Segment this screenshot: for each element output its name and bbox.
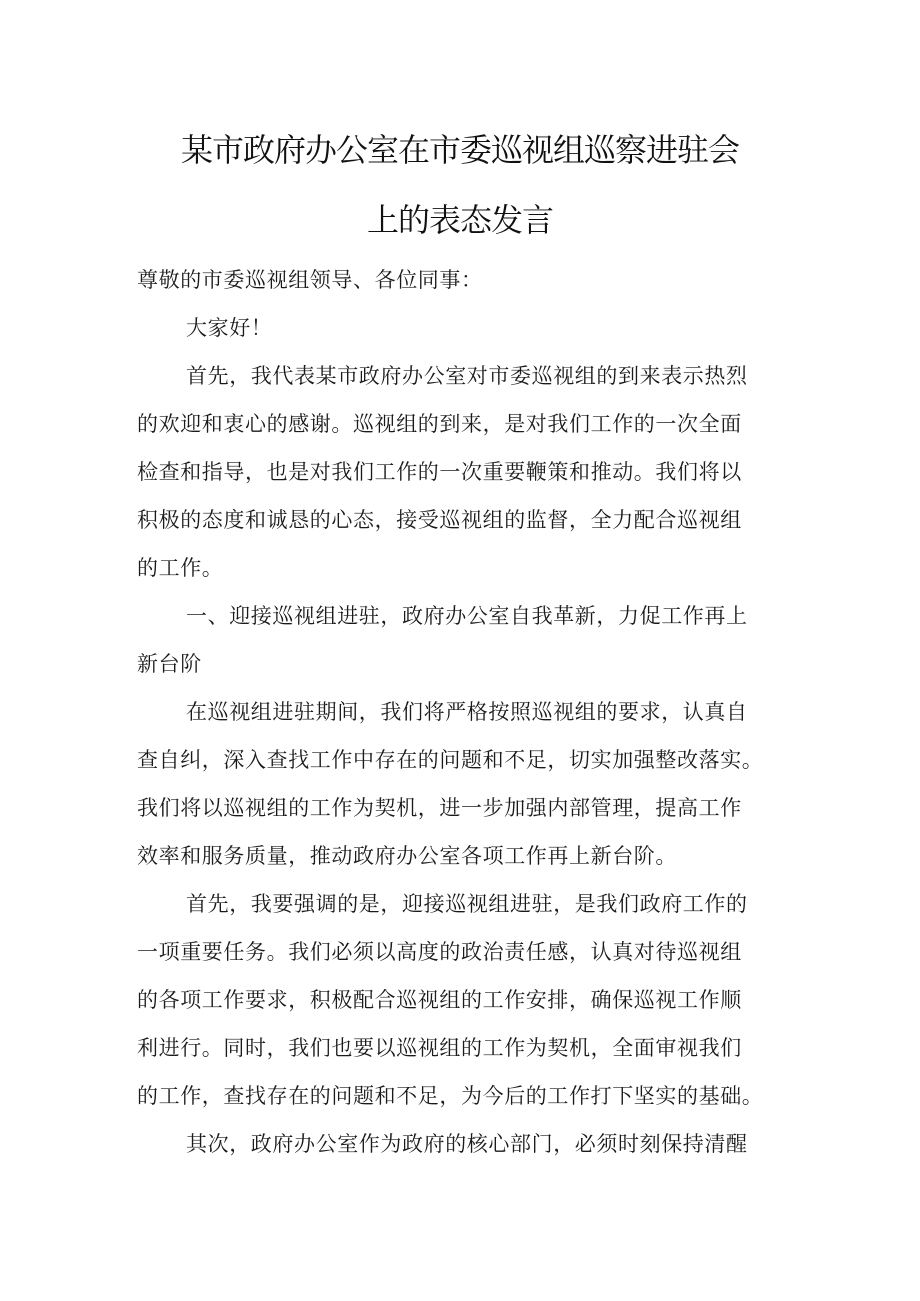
section-heading: 一、迎接巡视组进驻，政府办公室自我革新，力促工作再上 — [186, 604, 748, 628]
body-line: 首先，我要强调的是，迎接巡视组进驻，是我们政府工作的 — [186, 892, 748, 916]
body-line: 效率和服务质量，推动政府办公室各项工作再上新台阶。 — [137, 844, 677, 868]
greeting: 大家好！ — [186, 316, 273, 340]
body-line: 我们将以巡视组的工作为契机，进一步加强内部管理，提高工作 — [137, 796, 742, 820]
body-line: 其次，政府办公室作为政府的核心部门，必须时刻保持清醒 — [186, 1132, 748, 1156]
body-line: 积极的态度和诚恳的心态，接受巡视组的监督，全力配合巡视组 — [137, 508, 742, 532]
salutation: 尊敬的市委巡视组领导、各位同事： — [137, 268, 483, 292]
body-line: 的工作，查找存在的问题和不足，为今后的工作打下坚实的基础。 — [137, 1084, 764, 1108]
body-line: 利进行。同时，我们也要以巡视组的工作为契机，全面审视我们 — [137, 1036, 742, 1060]
document-title-line-2: 上的表态发言 — [366, 201, 553, 239]
body-line: 的各项工作要求，积极配合巡视组的工作安排，确保巡视工作顺 — [137, 988, 742, 1012]
body-line: 一项重要任务。我们必须以高度的政治责任感，认真对待巡视组 — [137, 940, 742, 964]
document-title-line-1: 某市政府办公室在市委巡视组巡察进驻会 — [180, 131, 739, 169]
body-line: 查自纠，深入查找工作中存在的问题和不足，切实加强整改落实。 — [137, 748, 764, 772]
body-line: 在巡视组进驻期间，我们将严格按照巡视组的要求，认真自 — [186, 700, 748, 724]
body-line: 的欢迎和衷心的感谢。巡视组的到来，是对我们工作的一次全面 — [137, 412, 742, 436]
body-line: 检查和指导，也是对我们工作的一次重要鞭策和推动。我们将以 — [137, 460, 742, 484]
body-line: 的工作。 — [137, 556, 224, 580]
section-heading-continued: 新台阶 — [137, 652, 202, 676]
body-line: 首先，我代表某市政府办公室对市委巡视组的到来表示热烈 — [186, 364, 748, 388]
